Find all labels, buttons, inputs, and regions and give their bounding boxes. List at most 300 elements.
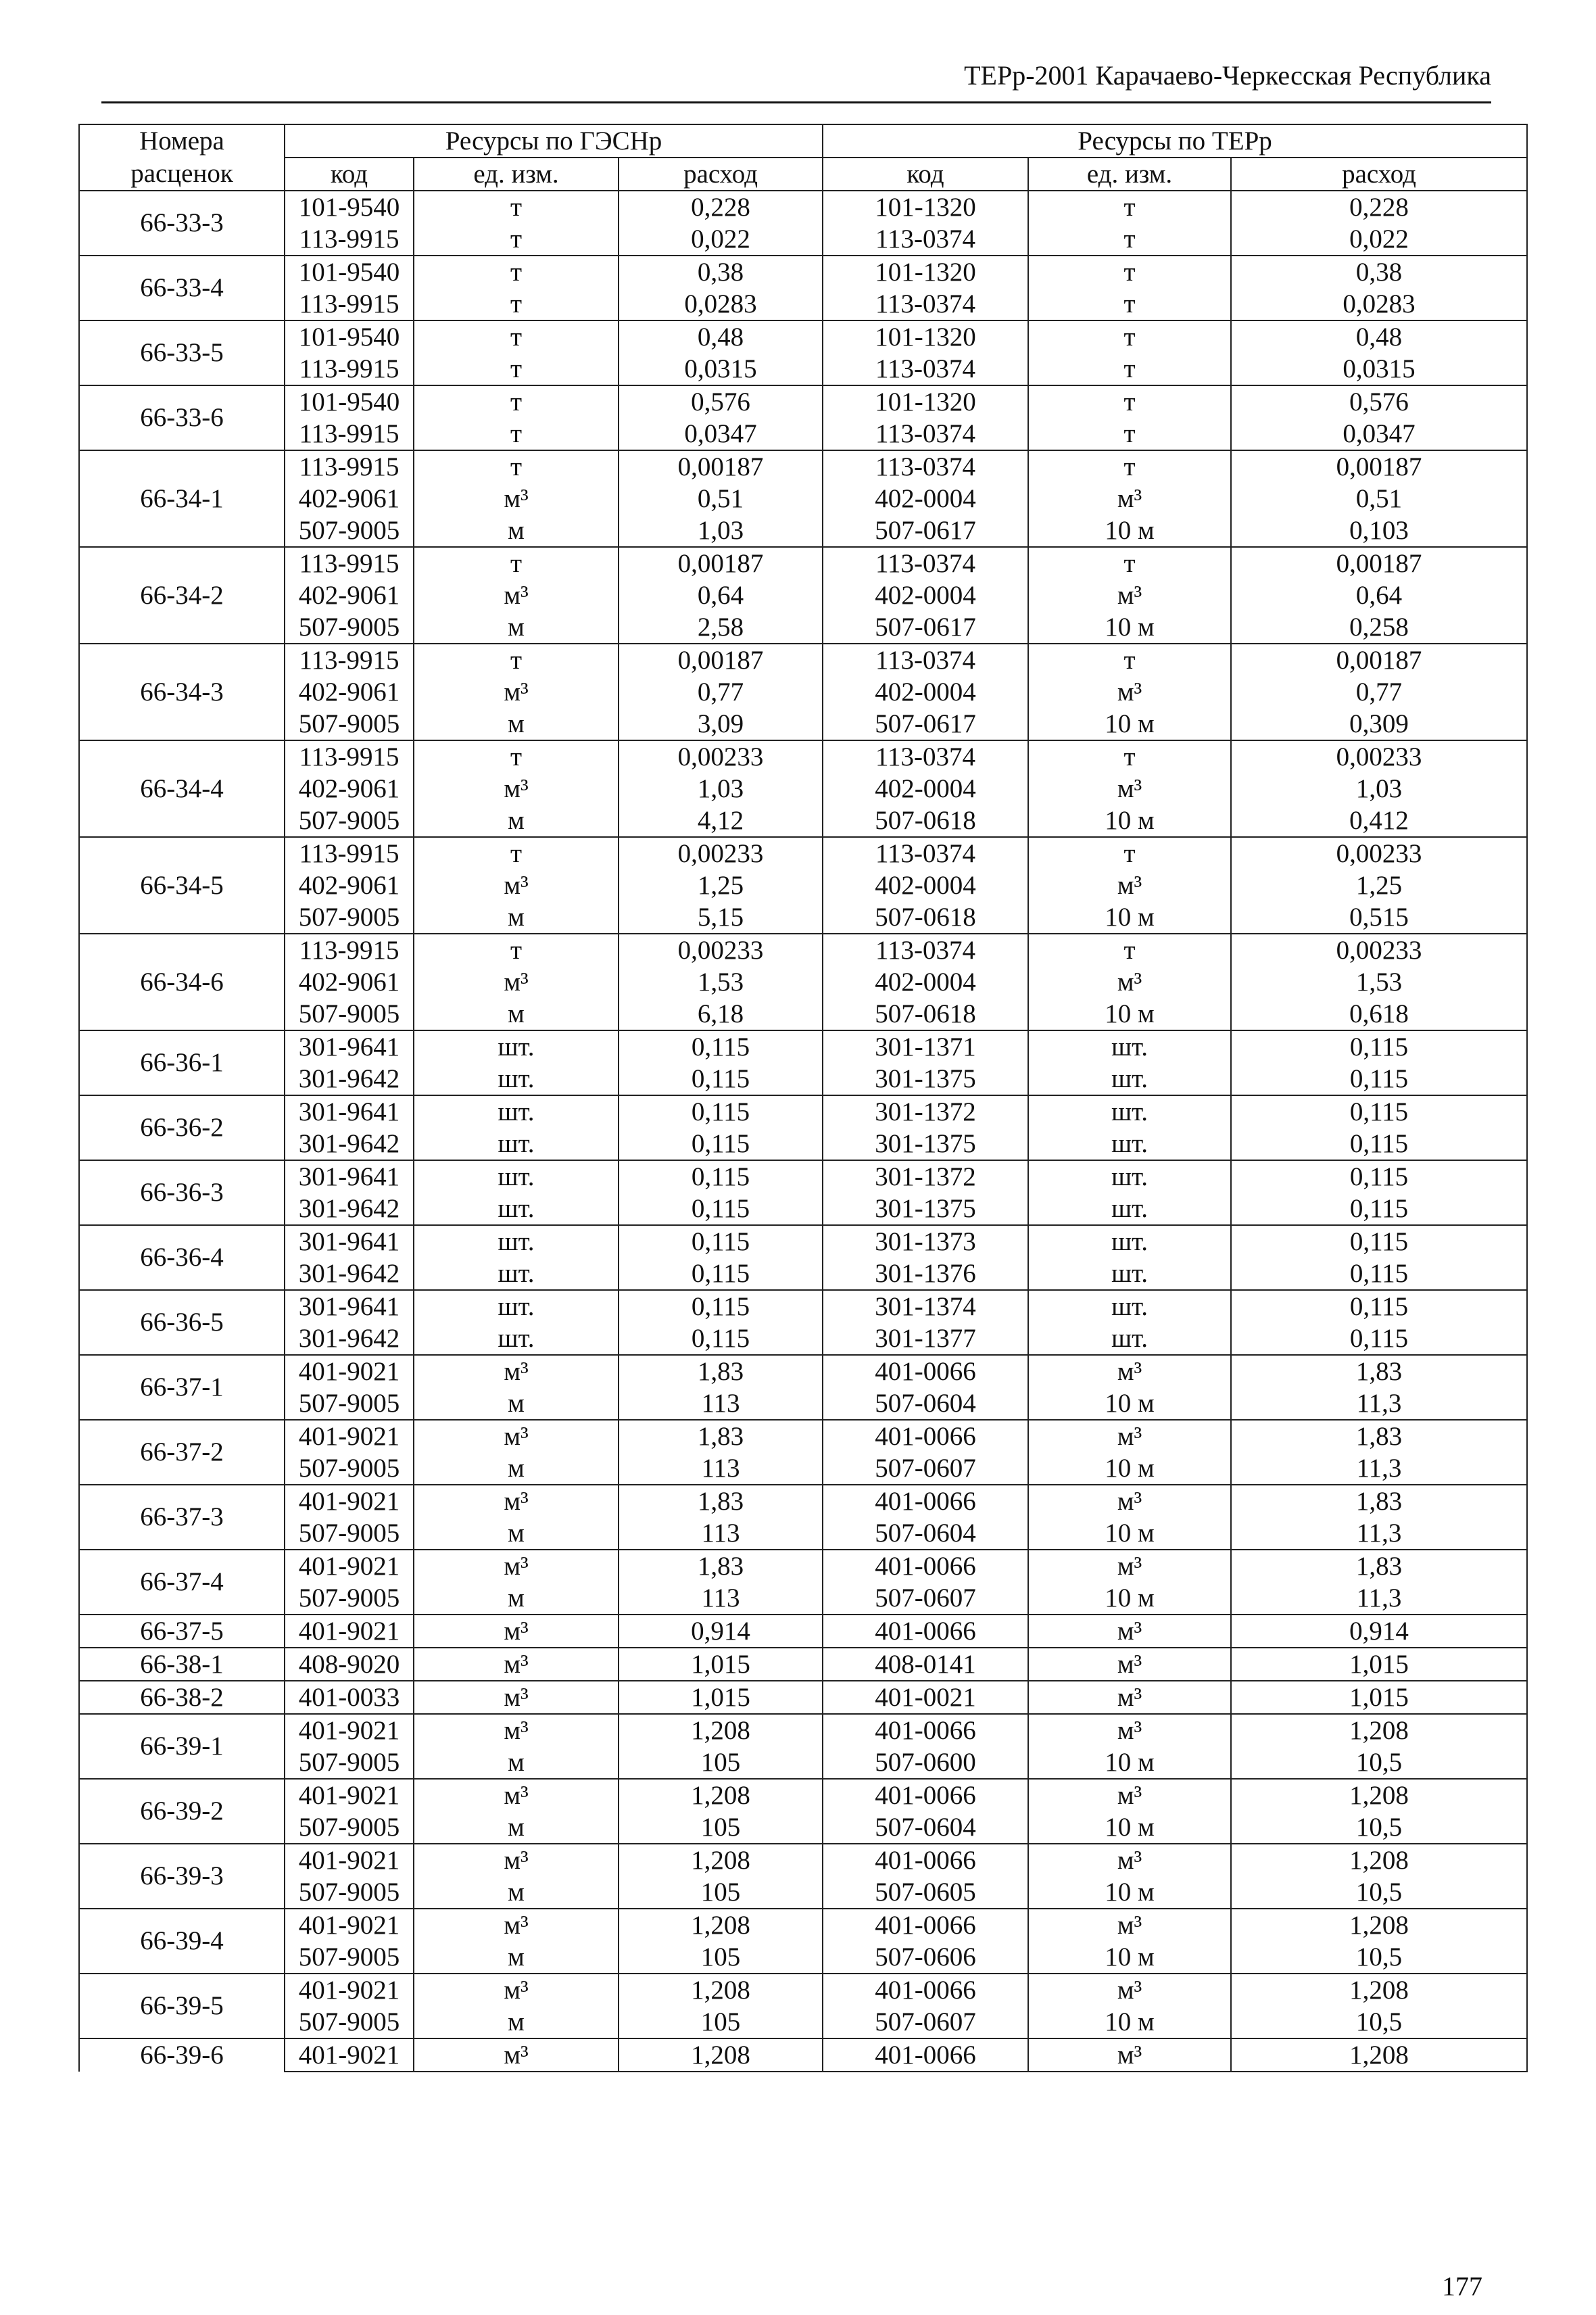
cell-unit-ter: м³ xyxy=(1028,1485,1231,1517)
col-header-qty-gesn: расход xyxy=(619,158,823,191)
cell-code-ter: 101-1320 xyxy=(823,385,1028,418)
cell-qty-ter: 11,3 xyxy=(1231,1582,1527,1615)
cell-qty-ter: 0,258 xyxy=(1231,611,1527,644)
cell-unit-gesn: м³ xyxy=(414,1714,619,1746)
cell-code-ter: 113-0374 xyxy=(823,288,1028,320)
cell-qty-gesn: 0,00187 xyxy=(619,450,823,483)
table-row xyxy=(79,1909,1527,1941)
cell-code-gesn: 507-9005 xyxy=(285,1811,414,1844)
cell-unit-ter: шт. xyxy=(1028,1225,1231,1258)
table-row xyxy=(79,1746,1527,1779)
cell-unit-gesn: м xyxy=(414,901,619,934)
cell-qty-ter: 1,015 xyxy=(1231,1681,1527,1714)
cell-qty-ter: 0,00187 xyxy=(1231,450,1527,483)
cell-code-gesn: 113-9915 xyxy=(285,418,414,450)
cell-code-ter: 507-0604 xyxy=(823,1811,1028,1844)
cell-unit-ter: м³ xyxy=(1028,1615,1231,1648)
table-row xyxy=(79,1095,1527,1128)
cell-qty-ter: 1,53 xyxy=(1231,966,1527,998)
rate-number: 66-39-4 xyxy=(79,1909,285,1974)
table-row xyxy=(79,998,1527,1030)
cell-qty-ter: 0,0347 xyxy=(1231,418,1527,450)
cell-qty-gesn: 0,115 xyxy=(619,1290,823,1322)
cell-qty-gesn: 1,83 xyxy=(619,1550,823,1582)
cell-code-gesn: 401-9021 xyxy=(285,1355,414,1387)
cell-unit-gesn: т xyxy=(414,934,619,966)
table-row xyxy=(79,579,1527,611)
table-row xyxy=(79,1681,1527,1714)
cell-code-ter: 401-0066 xyxy=(823,1485,1028,1517)
cell-unit-gesn: м³ xyxy=(414,2038,619,2072)
cell-unit-ter: т xyxy=(1028,934,1231,966)
cell-unit-ter: м³ xyxy=(1028,1974,1231,2006)
cell-unit-ter: м³ xyxy=(1028,1355,1231,1387)
table-row xyxy=(79,1615,1527,1648)
cell-qty-ter: 0,115 xyxy=(1231,1063,1527,1095)
cell-code-gesn: 408-9020 xyxy=(285,1648,414,1681)
cell-qty-ter: 1,25 xyxy=(1231,869,1527,901)
cell-code-ter: 408-0141 xyxy=(823,1648,1028,1681)
cell-unit-gesn: м xyxy=(414,1582,619,1615)
cell-code-ter: 507-0606 xyxy=(823,1941,1028,1974)
cell-unit-gesn: м³ xyxy=(414,869,619,901)
cell-unit-ter: 10 м xyxy=(1028,515,1231,547)
cell-code-ter: 402-0004 xyxy=(823,773,1028,805)
cell-qty-gesn: 1,208 xyxy=(619,1844,823,1876)
cell-unit-gesn: м³ xyxy=(414,483,619,515)
cell-unit-gesn: м³ xyxy=(414,579,619,611)
cell-code-gesn: 301-9641 xyxy=(285,1095,414,1128)
cell-unit-ter: т xyxy=(1028,288,1231,320)
cell-qty-gesn: 0,00233 xyxy=(619,837,823,869)
cell-unit-ter: м³ xyxy=(1028,1648,1231,1681)
cell-qty-gesn: 1,25 xyxy=(619,869,823,901)
cell-code-ter: 507-0617 xyxy=(823,611,1028,644)
cell-code-ter: 301-1376 xyxy=(823,1258,1028,1290)
cell-qty-ter: 0,00233 xyxy=(1231,740,1527,773)
table-row xyxy=(79,1193,1527,1225)
cell-qty-gesn: 1,208 xyxy=(619,1909,823,1941)
cell-unit-gesn: т xyxy=(414,740,619,773)
cell-unit-gesn: м³ xyxy=(414,1844,619,1876)
col-header-code-ter: код xyxy=(823,158,1028,191)
cell-qty-gesn: 105 xyxy=(619,2006,823,2038)
cell-unit-ter: 10 м xyxy=(1028,1811,1231,1844)
table-body xyxy=(79,191,1527,2072)
rate-number: 66-37-5 xyxy=(79,1615,285,1648)
cell-code-gesn: 402-9061 xyxy=(285,869,414,901)
cell-code-gesn: 401-9021 xyxy=(285,1550,414,1582)
cell-qty-gesn: 6,18 xyxy=(619,998,823,1030)
cell-code-gesn: 401-9021 xyxy=(285,1909,414,1941)
cell-unit-ter: м³ xyxy=(1028,773,1231,805)
cell-unit-gesn: м xyxy=(414,2006,619,2038)
rate-number: 66-36-4 xyxy=(79,1225,285,1290)
cell-qty-ter: 0,115 xyxy=(1231,1322,1527,1355)
cell-code-ter: 507-0607 xyxy=(823,1582,1028,1615)
table-row xyxy=(79,901,1527,934)
cell-code-gesn: 113-9915 xyxy=(285,223,414,256)
cell-code-gesn: 507-9005 xyxy=(285,901,414,934)
cell-code-ter: 113-0374 xyxy=(823,353,1028,385)
cell-qty-ter: 0,38 xyxy=(1231,256,1527,288)
table-row xyxy=(79,1779,1527,1811)
cell-code-gesn: 507-9005 xyxy=(285,611,414,644)
col-header-unit-gesn: ед. изм. xyxy=(414,158,619,191)
cell-code-ter: 301-1375 xyxy=(823,1193,1028,1225)
cell-code-gesn: 101-9540 xyxy=(285,191,414,223)
cell-code-ter: 401-0066 xyxy=(823,1615,1028,1648)
cell-unit-gesn: т xyxy=(414,418,619,450)
table-row xyxy=(79,1517,1527,1550)
cell-unit-ter: 10 м xyxy=(1028,1517,1231,1550)
cell-qty-ter: 10,5 xyxy=(1231,1746,1527,1779)
table-row xyxy=(79,1582,1527,1615)
cell-qty-gesn: 0,115 xyxy=(619,1030,823,1063)
cell-qty-gesn: 0,115 xyxy=(619,1193,823,1225)
cell-unit-ter: т xyxy=(1028,191,1231,223)
cell-unit-gesn: м xyxy=(414,1811,619,1844)
table-row xyxy=(79,837,1527,869)
cell-qty-ter: 1,208 xyxy=(1231,2038,1527,2072)
cell-unit-ter: шт. xyxy=(1028,1290,1231,1322)
table-row xyxy=(79,805,1527,837)
rate-number: 66-34-1 xyxy=(79,450,285,547)
table-row xyxy=(79,1941,1527,1974)
cell-code-gesn: 507-9005 xyxy=(285,998,414,1030)
table-row xyxy=(79,418,1527,450)
cell-code-gesn: 507-9005 xyxy=(285,1452,414,1485)
cell-code-gesn: 301-9641 xyxy=(285,1030,414,1063)
cell-unit-ter: 10 м xyxy=(1028,805,1231,837)
table-row xyxy=(79,676,1527,708)
cell-code-gesn: 402-9061 xyxy=(285,483,414,515)
table-row xyxy=(79,1420,1527,1452)
table-row xyxy=(79,223,1527,256)
cell-code-ter: 507-0618 xyxy=(823,998,1028,1030)
cell-code-gesn: 401-0033 xyxy=(285,1681,414,1714)
cell-code-ter: 301-1371 xyxy=(823,1030,1028,1063)
cell-qty-gesn: 0,914 xyxy=(619,1615,823,1648)
cell-code-ter: 301-1372 xyxy=(823,1095,1028,1128)
cell-unit-ter: м³ xyxy=(1028,2038,1231,2072)
cell-code-gesn: 507-9005 xyxy=(285,1941,414,1974)
cell-qty-ter: 0,103 xyxy=(1231,515,1527,547)
cell-unit-ter: 10 м xyxy=(1028,1746,1231,1779)
cell-qty-gesn: 0,0315 xyxy=(619,353,823,385)
rate-number: 66-33-5 xyxy=(79,320,285,385)
table-row xyxy=(79,1225,1527,1258)
cell-code-ter: 507-0600 xyxy=(823,1746,1028,1779)
cell-unit-gesn: м³ xyxy=(414,966,619,998)
cell-unit-ter: 10 м xyxy=(1028,1387,1231,1420)
cell-unit-gesn: м³ xyxy=(414,1909,619,1941)
cell-qty-gesn: 105 xyxy=(619,1876,823,1909)
cell-qty-gesn: 3,09 xyxy=(619,708,823,740)
rate-number: 66-34-5 xyxy=(79,837,285,934)
cell-qty-ter: 11,3 xyxy=(1231,1517,1527,1550)
cell-qty-ter: 0,618 xyxy=(1231,998,1527,1030)
cell-unit-gesn: шт. xyxy=(414,1322,619,1355)
cell-code-gesn: 101-9540 xyxy=(285,256,414,288)
cell-unit-gesn: шт. xyxy=(414,1128,619,1160)
cell-qty-gesn: 1,208 xyxy=(619,1779,823,1811)
cell-unit-ter: шт. xyxy=(1028,1258,1231,1290)
table-row xyxy=(79,2038,1527,2072)
cell-code-ter: 402-0004 xyxy=(823,579,1028,611)
cell-code-gesn: 401-9021 xyxy=(285,1420,414,1452)
cell-unit-ter: м³ xyxy=(1028,1779,1231,1811)
cell-unit-ter: т xyxy=(1028,320,1231,353)
cell-code-gesn: 113-9915 xyxy=(285,934,414,966)
cell-qty-ter: 0,115 xyxy=(1231,1225,1527,1258)
table-row xyxy=(79,1550,1527,1582)
cell-code-gesn: 113-9915 xyxy=(285,837,414,869)
cell-qty-ter: 0,00187 xyxy=(1231,547,1527,579)
cell-qty-gesn: 1,208 xyxy=(619,1974,823,2006)
cell-code-gesn: 507-9005 xyxy=(285,515,414,547)
cell-code-gesn: 101-9540 xyxy=(285,385,414,418)
table-row xyxy=(79,740,1527,773)
cell-unit-ter: т xyxy=(1028,353,1231,385)
cell-unit-ter: 10 м xyxy=(1028,1452,1231,1485)
cell-qty-gesn: 0,38 xyxy=(619,256,823,288)
cell-unit-gesn: м³ xyxy=(414,1420,619,1452)
cell-qty-gesn: 0,77 xyxy=(619,676,823,708)
cell-code-ter: 401-0066 xyxy=(823,1550,1028,1582)
table-row xyxy=(79,1876,1527,1909)
cell-code-gesn: 301-9642 xyxy=(285,1258,414,1290)
cell-unit-gesn: м xyxy=(414,1876,619,1909)
cell-qty-ter: 1,208 xyxy=(1231,1844,1527,1876)
table-row xyxy=(79,1387,1527,1420)
table-row xyxy=(79,2006,1527,2038)
cell-qty-ter: 0,48 xyxy=(1231,320,1527,353)
cell-unit-ter: т xyxy=(1028,418,1231,450)
table-row xyxy=(79,320,1527,353)
cell-code-gesn: 402-9061 xyxy=(285,579,414,611)
cell-code-gesn: 301-9641 xyxy=(285,1290,414,1322)
cell-qty-ter: 1,208 xyxy=(1231,1714,1527,1746)
cell-code-ter: 507-0618 xyxy=(823,901,1028,934)
cell-qty-ter: 0,115 xyxy=(1231,1258,1527,1290)
rate-number: 66-33-3 xyxy=(79,191,285,256)
cell-code-gesn: 401-9021 xyxy=(285,2038,414,2072)
cell-qty-gesn: 0,115 xyxy=(619,1322,823,1355)
table-row xyxy=(79,611,1527,644)
cell-qty-ter: 0,022 xyxy=(1231,223,1527,256)
cell-code-ter: 401-0021 xyxy=(823,1681,1028,1714)
cell-qty-ter: 0,0283 xyxy=(1231,288,1527,320)
cell-code-gesn: 401-9021 xyxy=(285,1779,414,1811)
cell-unit-ter: т xyxy=(1028,547,1231,579)
table-row xyxy=(79,1030,1527,1063)
table-header-row-1 xyxy=(79,124,1527,158)
cell-code-gesn: 507-9005 xyxy=(285,2006,414,2038)
cell-unit-gesn: м³ xyxy=(414,1648,619,1681)
cell-unit-ter: шт. xyxy=(1028,1128,1231,1160)
cell-qty-ter: 0,51 xyxy=(1231,483,1527,515)
cell-qty-ter: 1,83 xyxy=(1231,1485,1527,1517)
cell-code-ter: 507-0607 xyxy=(823,1452,1028,1485)
cell-qty-gesn: 1,208 xyxy=(619,1714,823,1746)
rate-number: 66-36-5 xyxy=(79,1290,285,1355)
cell-unit-ter: т xyxy=(1028,450,1231,483)
cell-qty-gesn: 113 xyxy=(619,1452,823,1485)
cell-code-ter: 402-0004 xyxy=(823,869,1028,901)
cell-qty-ter: 1,83 xyxy=(1231,1355,1527,1387)
cell-code-ter: 402-0004 xyxy=(823,966,1028,998)
cell-qty-gesn: 1,015 xyxy=(619,1681,823,1714)
rate-number: 66-39-2 xyxy=(79,1779,285,1844)
cell-code-ter: 507-0618 xyxy=(823,805,1028,837)
cell-qty-gesn: 0,00233 xyxy=(619,934,823,966)
page-header-title: ТЕРр-2001 Карачаево-Черкесская Республика xyxy=(964,60,1491,91)
cell-unit-gesn: т xyxy=(414,644,619,676)
cell-unit-ter: т xyxy=(1028,644,1231,676)
table-row xyxy=(79,1160,1527,1193)
cell-unit-gesn: т xyxy=(414,320,619,353)
cell-qty-gesn: 1,015 xyxy=(619,1648,823,1681)
cell-code-ter: 401-0066 xyxy=(823,1714,1028,1746)
cell-unit-gesn: м³ xyxy=(414,1485,619,1517)
cell-qty-gesn: 105 xyxy=(619,1941,823,1974)
cell-unit-ter: шт. xyxy=(1028,1030,1231,1063)
cell-code-ter: 301-1377 xyxy=(823,1322,1028,1355)
cell-unit-ter: 10 м xyxy=(1028,1582,1231,1615)
cell-code-gesn: 507-9005 xyxy=(285,1387,414,1420)
cell-qty-ter: 0,576 xyxy=(1231,385,1527,418)
header-rule xyxy=(101,101,1491,103)
rate-number: 66-37-2 xyxy=(79,1420,285,1485)
cell-qty-gesn: 113 xyxy=(619,1387,823,1420)
cell-code-gesn: 113-9915 xyxy=(285,644,414,676)
cell-unit-ter: т xyxy=(1028,837,1231,869)
cell-qty-gesn: 1,83 xyxy=(619,1420,823,1452)
cell-code-gesn: 301-9642 xyxy=(285,1128,414,1160)
cell-code-ter: 101-1320 xyxy=(823,256,1028,288)
cell-qty-ter: 10,5 xyxy=(1231,1876,1527,1909)
cell-unit-gesn: м xyxy=(414,611,619,644)
cell-unit-gesn: шт. xyxy=(414,1225,619,1258)
cell-code-ter: 401-0066 xyxy=(823,1909,1028,1941)
cell-qty-gesn: 0,115 xyxy=(619,1225,823,1258)
cell-code-ter: 507-0617 xyxy=(823,708,1028,740)
col-header-group-gesn: Ресурсы по ГЭСНр xyxy=(285,124,823,158)
table-row xyxy=(79,1258,1527,1290)
cell-qty-gesn: 0,64 xyxy=(619,579,823,611)
cell-qty-gesn: 0,228 xyxy=(619,191,823,223)
cell-qty-gesn: 1,03 xyxy=(619,773,823,805)
cell-qty-gesn: 5,15 xyxy=(619,901,823,934)
cell-code-gesn: 301-9642 xyxy=(285,1063,414,1095)
cell-code-ter: 113-0374 xyxy=(823,837,1028,869)
cell-code-ter: 113-0374 xyxy=(823,418,1028,450)
cell-code-gesn: 507-9005 xyxy=(285,1517,414,1550)
col-header-qty-ter: расход xyxy=(1231,158,1527,191)
table-row xyxy=(79,708,1527,740)
cell-qty-ter: 0,115 xyxy=(1231,1128,1527,1160)
cell-unit-gesn: м xyxy=(414,1387,619,1420)
cell-unit-gesn: т xyxy=(414,450,619,483)
cell-unit-ter: т xyxy=(1028,385,1231,418)
table-row xyxy=(79,1844,1527,1876)
cell-unit-gesn: м³ xyxy=(414,773,619,805)
cell-code-gesn: 301-9641 xyxy=(285,1160,414,1193)
cell-code-ter: 401-0066 xyxy=(823,1355,1028,1387)
cell-unit-ter: м³ xyxy=(1028,579,1231,611)
col-header-group-ter: Ресурсы по ТЕРр xyxy=(823,124,1527,158)
table-row xyxy=(79,773,1527,805)
cell-code-ter: 507-0604 xyxy=(823,1387,1028,1420)
cell-unit-ter: шт. xyxy=(1028,1063,1231,1095)
rate-number: 66-34-6 xyxy=(79,934,285,1030)
table-row xyxy=(79,1811,1527,1844)
cell-unit-gesn: м xyxy=(414,1941,619,1974)
col-header-unit-ter: ед. изм. xyxy=(1028,158,1231,191)
cell-code-ter: 101-1320 xyxy=(823,320,1028,353)
cell-qty-ter: 0,115 xyxy=(1231,1030,1527,1063)
rate-number: 66-34-4 xyxy=(79,740,285,837)
table-row xyxy=(79,1063,1527,1095)
cell-qty-gesn: 0,51 xyxy=(619,483,823,515)
rate-number: 66-39-6 xyxy=(79,2038,285,2072)
table-row xyxy=(79,353,1527,385)
cell-qty-gesn: 0,115 xyxy=(619,1095,823,1128)
cell-code-ter: 301-1373 xyxy=(823,1225,1028,1258)
cell-code-ter: 113-0374 xyxy=(823,450,1028,483)
cell-qty-ter: 11,3 xyxy=(1231,1387,1527,1420)
cell-qty-gesn: 113 xyxy=(619,1582,823,1615)
page-number: 177 xyxy=(1442,2271,1482,2301)
cell-code-gesn: 507-9005 xyxy=(285,708,414,740)
cell-unit-gesn: т xyxy=(414,837,619,869)
cell-unit-ter: 10 м xyxy=(1028,708,1231,740)
col-header-code-gesn: код xyxy=(285,158,414,191)
cell-unit-gesn: м³ xyxy=(414,1550,619,1582)
cell-qty-gesn: 1,53 xyxy=(619,966,823,998)
cell-qty-ter: 0,0315 xyxy=(1231,353,1527,385)
cell-unit-ter: 10 м xyxy=(1028,901,1231,934)
cell-code-gesn: 101-9540 xyxy=(285,320,414,353)
rate-number: 66-36-2 xyxy=(79,1095,285,1160)
cell-unit-gesn: т xyxy=(414,256,619,288)
cell-code-gesn: 301-9641 xyxy=(285,1225,414,1258)
cell-qty-gesn: 0,00233 xyxy=(619,740,823,773)
cell-qty-ter: 0,228 xyxy=(1231,191,1527,223)
table-row xyxy=(79,385,1527,418)
cell-unit-gesn: м³ xyxy=(414,1355,619,1387)
rate-number: 66-37-3 xyxy=(79,1485,285,1550)
cell-code-gesn: 113-9915 xyxy=(285,353,414,385)
cell-code-gesn: 402-9061 xyxy=(285,773,414,805)
table-row xyxy=(79,191,1527,223)
cell-qty-gesn: 2,58 xyxy=(619,611,823,644)
cell-unit-gesn: т xyxy=(414,385,619,418)
rate-number: 66-34-3 xyxy=(79,644,285,740)
cell-unit-ter: 10 м xyxy=(1028,2006,1231,2038)
cell-unit-ter: м³ xyxy=(1028,483,1231,515)
cell-qty-gesn: 0,00187 xyxy=(619,644,823,676)
cell-qty-gesn: 1,03 xyxy=(619,515,823,547)
cell-qty-ter: 1,208 xyxy=(1231,1974,1527,2006)
cell-unit-gesn: шт. xyxy=(414,1030,619,1063)
rate-number: 66-33-4 xyxy=(79,256,285,320)
cell-qty-ter: 10,5 xyxy=(1231,2006,1527,2038)
rate-number: 66-38-1 xyxy=(79,1648,285,1681)
cell-unit-gesn: т xyxy=(414,191,619,223)
cell-unit-ter: шт. xyxy=(1028,1160,1231,1193)
